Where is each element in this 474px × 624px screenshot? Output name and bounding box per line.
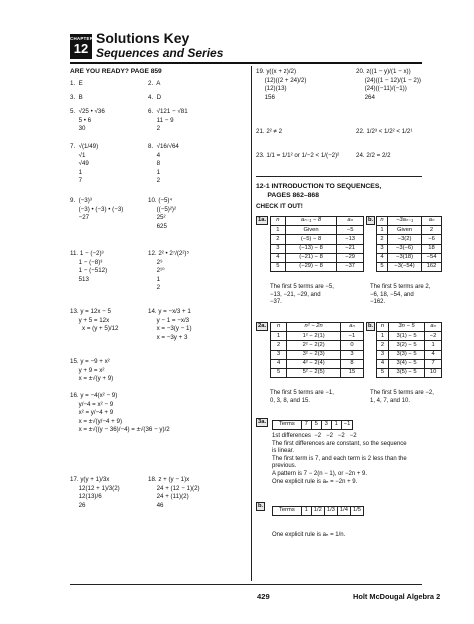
table-cell: −3aₙ₋₁ xyxy=(388,217,422,226)
problem-11: 11. 1 − (−2)³ 1 − (−8)³ 1 − (−512) 513 xyxy=(70,250,108,283)
section-rule xyxy=(256,176,422,177)
solution-3a: 1st differences −2 −2 −2 −2 The first differences are constant, so the sequence is linear. The first term is 7, and each term is 2 less than the previous. A pattern is 7 − 2(n − 1), or −2n + 9. One explicit rule is aₙ = −2n + 9. xyxy=(272,433,407,485)
table-cell: 2 xyxy=(271,235,286,244)
table-cell: 4 xyxy=(377,253,388,262)
table-2a xyxy=(270,322,364,378)
table-row xyxy=(377,244,442,253)
table-cell: n² − 2n xyxy=(287,323,341,332)
term-cell: −1 xyxy=(341,421,353,430)
table-cell: −3(−54) xyxy=(388,262,422,271)
table-cell: 2 xyxy=(377,235,388,244)
table-header-row xyxy=(271,323,364,332)
table-cell: 3(4) − 5 xyxy=(388,359,424,368)
note-2a: The first 5 terms are −1, 0, 3, 8, and 15. xyxy=(270,390,334,404)
problem-4: 4. D xyxy=(148,94,162,101)
table-cell: 8 xyxy=(340,359,363,368)
table-cell: 2 xyxy=(377,341,389,350)
table-cell: −6 xyxy=(422,235,442,244)
section-heading: ARE YOU READY? PAGE 859 xyxy=(70,68,162,75)
book-title: Holt McDougal Algebra 2 xyxy=(353,592,441,601)
problem-12: 12. 2² • 2⁷/(2²)⁵ 2⁹ 2¹⁰ 1 2 xyxy=(148,250,190,292)
table-row xyxy=(271,235,364,244)
table-cell: −3(−6) xyxy=(388,244,422,253)
table-1b xyxy=(376,216,442,272)
table-row xyxy=(271,368,364,377)
page-subtitle: Sequences and Series xyxy=(96,46,224,60)
table-cell: Given xyxy=(388,226,422,235)
table-cell: 162 xyxy=(422,262,442,271)
table-cell: −3(18) xyxy=(388,253,422,262)
table-cell: 3n − 5 xyxy=(388,323,424,332)
table-cell: n xyxy=(271,217,286,226)
table-cell: 0 xyxy=(340,341,363,350)
column-divider xyxy=(251,66,252,581)
table-cell: 4 xyxy=(377,359,389,368)
problem-13: 13. y = 12x − 5 y + 5 = 12x x = (y + 5)/12 xyxy=(70,308,119,333)
problem-10: 10. (−5)⁴ ((−5)²)² 25² 625 xyxy=(148,197,177,230)
table-cell: n xyxy=(377,217,388,226)
chapter-number: 12 xyxy=(73,40,89,56)
table-cell: 4 xyxy=(425,350,442,359)
table-cell: −1 xyxy=(340,332,363,341)
problem-24: 24. 2/2 = 2/2 xyxy=(356,152,391,159)
problem-18: 18. z + (y − 1)x 24 + (12 − 1)(2) 24 + (11)(2) 46 xyxy=(148,476,200,509)
table-row xyxy=(271,359,364,368)
label-3b: b. xyxy=(256,502,265,511)
label-3a: 3a. xyxy=(256,418,268,427)
label-1a: 1a. xyxy=(256,216,268,225)
table-cell: −54 xyxy=(422,253,442,262)
table-row xyxy=(377,359,442,368)
table-cell: 5 xyxy=(271,262,286,271)
table-row xyxy=(377,341,442,350)
term-cell: 1/5 xyxy=(350,507,363,516)
table-cell: n xyxy=(377,323,389,332)
table-cell: 3(3) − 5 xyxy=(388,350,424,359)
problem-2: 2. A xyxy=(148,80,161,87)
table-row xyxy=(377,226,442,235)
table-cell: −37 xyxy=(337,262,364,271)
table-cell: 1 xyxy=(425,341,442,350)
table-cell: 3² − 2(3) xyxy=(287,350,341,359)
table-cell: −5 xyxy=(337,226,364,235)
terms-label: Terms xyxy=(273,507,302,516)
table-cell: 4 xyxy=(271,359,287,368)
problem-8: 8. √16/√64 4 8 1 2 xyxy=(148,143,179,185)
note-1b: The first 5 terms are 2, −6, 18, −54, and −162. xyxy=(370,284,431,306)
solution-3b: One explicit rule is aₙ = 1/n. xyxy=(272,532,346,538)
table-cell: −2 xyxy=(425,332,442,341)
note-2b: The first 5 terms are −2, 1, 4, 7, and 10. xyxy=(370,390,434,404)
table-cell: 5 xyxy=(377,368,389,377)
problem-5: 5. √25 • √36 5 • 6 30 xyxy=(70,108,105,133)
table-cell: 3(1) − 5 xyxy=(388,332,424,341)
problem-21: 21. 2² ≠ 2 xyxy=(256,128,283,135)
table-cell: 7 xyxy=(425,359,442,368)
terms-table-3a xyxy=(272,420,353,430)
table-cell: 3 xyxy=(271,244,286,253)
table-cell: aₙ₋₁ − 8 xyxy=(285,217,336,226)
table-cell: (−5) − 8 xyxy=(285,235,336,244)
table-row xyxy=(271,226,364,235)
footer-rule xyxy=(70,584,422,585)
table-cell: 5 xyxy=(271,368,287,377)
table-cell: aₙ xyxy=(422,217,442,226)
term-cell: 1/3 xyxy=(324,507,337,516)
table-row xyxy=(271,244,364,253)
table-cell: 1² − 2(1) xyxy=(287,332,341,341)
table-row xyxy=(271,332,364,341)
table-row xyxy=(377,350,442,359)
term-cell: 1 xyxy=(301,507,311,516)
table-row xyxy=(271,253,364,262)
terms-label: Terms xyxy=(273,421,302,430)
label-2a: 2a. xyxy=(256,322,268,331)
terms-row xyxy=(273,421,353,430)
term-cell: 1 xyxy=(331,421,341,430)
table-row xyxy=(377,262,442,271)
header-rule xyxy=(70,62,422,64)
problem-15: 15. y = −9 + x² y + 9 = x² x = ±√(y + 9) xyxy=(70,358,114,383)
table-2b xyxy=(376,322,442,378)
table-row xyxy=(271,350,364,359)
term-cell: 1/2 xyxy=(311,507,324,516)
table-row xyxy=(377,332,442,341)
term-cell: 5 xyxy=(311,421,321,430)
problem-3: 3. B xyxy=(70,94,83,101)
table-header-row xyxy=(377,217,442,226)
table-cell: 3(2) − 5 xyxy=(388,341,424,350)
table-1a xyxy=(270,216,364,272)
table-cell: Given xyxy=(285,226,336,235)
note-1a: The first 5 terms are −5, −13, −21, −29, and −37. xyxy=(270,284,334,306)
table-header-row xyxy=(271,217,364,226)
problem-9: 9. (−3)³ (−3) • (−3) • (−3) −27 xyxy=(70,197,124,222)
problem-6: 6. √121 − √81 11 − 9 2 xyxy=(148,108,188,133)
page-title: Solutions Key xyxy=(96,30,190,46)
table-cell: aₙ xyxy=(340,323,363,332)
table-cell: 5² − 2(5) xyxy=(287,368,341,377)
table-cell: n xyxy=(271,323,287,332)
table-cell: 4 xyxy=(271,253,286,262)
table-cell: 3 xyxy=(340,350,363,359)
terms-table-3b xyxy=(272,506,364,516)
problem-19: 19. y((x + z)/2) (12)((2 + 24)/2) (12)(13) 156 xyxy=(256,68,307,101)
table-cell: 1 xyxy=(377,332,389,341)
table-cell: (−13) − 8 xyxy=(285,244,336,253)
table-cell: 3(5) − 5 xyxy=(388,368,424,377)
table-row xyxy=(271,341,364,350)
chapter-label: CHAPTER xyxy=(70,36,94,41)
label-1b: b. xyxy=(366,216,375,225)
terms-row xyxy=(273,507,364,516)
problem-22: 22. 1/2³ < 1/2² < 1/2¹ xyxy=(356,128,413,135)
table-cell: aₙ xyxy=(425,323,442,332)
problem-20: 20. z((1 − y)/(1 − x)) (24)((1 − 12)/(1 − 2)) (24)((−11)/(−1)) 264 xyxy=(356,68,421,101)
table-cell: −29 xyxy=(337,253,364,262)
table-cell: 5 xyxy=(377,262,388,271)
table-cell: 1 xyxy=(377,226,388,235)
table-cell: 4² − 2(4) xyxy=(287,359,341,368)
table-cell: 3 xyxy=(377,244,388,253)
label-2b: b. xyxy=(366,322,375,331)
table-cell: 15 xyxy=(340,368,363,377)
table-cell: 1 xyxy=(271,332,287,341)
check-it-out-heading: CHECK IT OUT! xyxy=(256,203,303,210)
table-cell: 18 xyxy=(422,244,442,253)
table-cell: −13 xyxy=(337,235,364,244)
term-cell: 3 xyxy=(321,421,331,430)
table-cell: 2 xyxy=(422,226,442,235)
table-row xyxy=(377,368,442,377)
table-row xyxy=(377,235,442,244)
table-cell: aₙ xyxy=(337,217,364,226)
table-cell: 2 xyxy=(271,341,287,350)
section-12-1-heading: 12-1 INTRODUCTION TO SEQUENCES, PAGES 862–868 xyxy=(256,183,382,199)
table-cell: (−29) − 8 xyxy=(285,262,336,271)
table-cell: 3 xyxy=(377,350,389,359)
table-cell: 2² − 2(2) xyxy=(287,341,341,350)
table-row xyxy=(377,253,442,262)
table-cell: 1 xyxy=(271,226,286,235)
table-cell: 10 xyxy=(425,368,442,377)
table-cell: 3 xyxy=(271,350,287,359)
table-cell: −3(2) xyxy=(388,235,422,244)
problem-23: 23. 1/1 = 1/1² or 1/−2 < 1/(−2)² xyxy=(256,152,340,159)
term-cell: 1/4 xyxy=(337,507,350,516)
problem-14: 14. y = −x/3 + 1 y − 1 = −x/3 x = −3(y − 1) x = −3y + 3 xyxy=(148,308,192,341)
table-cell: −21 xyxy=(337,244,364,253)
problem-1: 1. E xyxy=(70,80,83,87)
table-row xyxy=(271,262,364,271)
chapter-badge xyxy=(70,34,92,59)
problem-7: 7. √(1/49) √1 √49 1 7 xyxy=(70,143,99,185)
table-header-row xyxy=(377,323,442,332)
page-number: 429 xyxy=(257,592,270,601)
table-cell: (−21) − 8 xyxy=(285,253,336,262)
problem-16: 16. y = −4(x² − 9) y/−4 = x² − 9 x² = y/−4 + 9 x = ±√(y/−4 + 9) x = ±√((y − 36)/−4) = ±√(36 − y)/2 xyxy=(70,392,170,434)
problem-17: 17. y(y + 1)/3x 12(12 + 1)/3(2) 12(13)/6 26 xyxy=(70,476,120,509)
term-cell: 7 xyxy=(301,421,311,430)
